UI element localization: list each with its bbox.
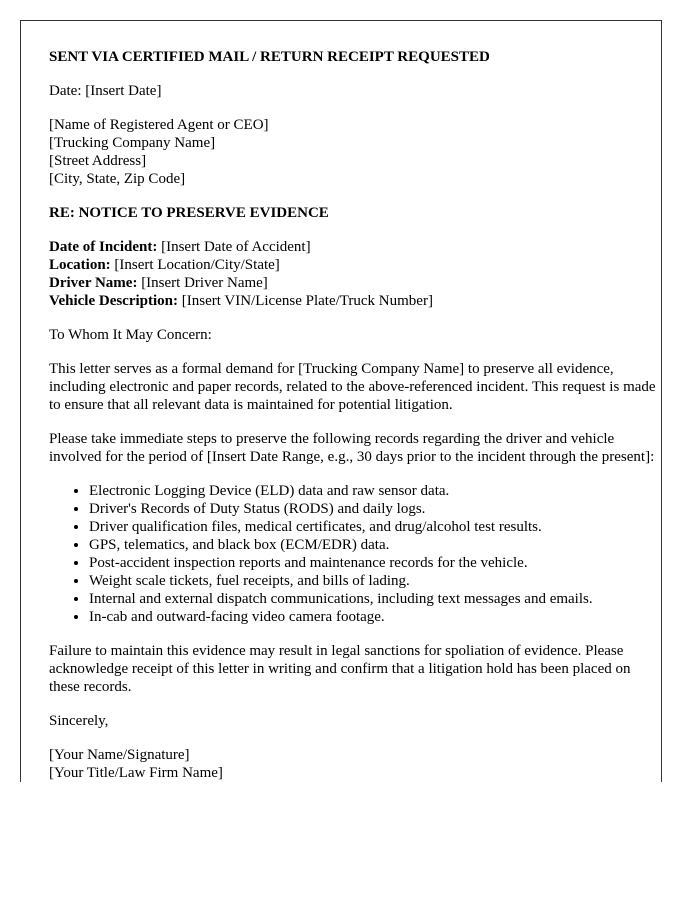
recipient-street: [Street Address] [49, 153, 147, 169]
list-item: • Weight scale tickets, fuel receipts, and bills of lading. [89, 572, 661, 590]
field-label: Location: [49, 257, 111, 273]
list-item: • Electronic Logging Device (ELD) data and raw sensor data. [89, 482, 661, 500]
list-item: • GPS, telematics, and black box (ECM/EDR) data. [89, 536, 661, 554]
field-value: [Insert VIN/License Plate/Truck Number] [178, 293, 433, 309]
records-list [49, 482, 661, 626]
recipient-name: [Name of Registered Agent or CEO] [49, 117, 269, 133]
signature-block [49, 746, 661, 782]
field-value: [Insert Driver Name] [137, 275, 268, 291]
signature-name: [Your Name/Signature] [49, 747, 190, 763]
paragraph-sanctions: Failure to maintain this evidence may result in legal sanctions for spoliation of evidence. Please acknowledge receipt of this letter in writing and confirm that a litigation hold has been placed on these records. [49, 643, 631, 695]
paragraph-demand: This letter serves as a formal demand for [Trucking Company Name] to preserve all evidence, including electronic and paper records, related to the above-referenced incident. This request is made to ensure that all relevant data is maintained for potential litigation. [49, 361, 656, 413]
date-line: Date: [Insert Date] [49, 83, 162, 99]
letter [20, 20, 662, 782]
recipient-city: [City, State, Zip Code] [49, 171, 186, 187]
signature-title: [Your Title/Law Firm Name] [49, 765, 223, 781]
list-item: • Driver qualification files, medical certificates, and drug/alcohol test results. [89, 518, 661, 536]
closing: Sincerely, [49, 713, 109, 729]
list-item: • Driver's Records of Duty Status (RODS) and daily logs. [89, 500, 661, 518]
list-item: • Internal and external dispatch communications, including text messages and emails. [89, 590, 661, 608]
salutation: To Whom It May Concern: [49, 327, 212, 343]
list-item: • In-cab and outward-facing video camera footage. [89, 608, 661, 626]
field-label: Date of Incident: [49, 239, 158, 255]
recipient-company: [Trucking Company Name] [49, 135, 216, 151]
recipient-block [49, 116, 661, 188]
field-label: Vehicle Description: [49, 293, 179, 309]
field-label: Driver Name: [49, 275, 138, 291]
incident-fields [49, 238, 661, 310]
list-item: • Post-accident inspection reports and maintenance records for the vehicle. [89, 554, 661, 572]
field-value: [Insert Date of Accident] [157, 239, 311, 255]
paragraph-preserve: Please take immediate steps to preserve the following records regarding the driver and vehicle involved for the period of [Insert Date Range, e.g., 30 days prior to the incident through the present]: [49, 431, 655, 465]
mail-header: SENT VIA CERTIFIED MAIL / RETURN RECEIPT REQUESTED [49, 49, 490, 65]
field-value: [Insert Location/City/State] [110, 257, 280, 273]
re-line: RE: NOTICE TO PRESERVE EVIDENCE [49, 205, 329, 221]
